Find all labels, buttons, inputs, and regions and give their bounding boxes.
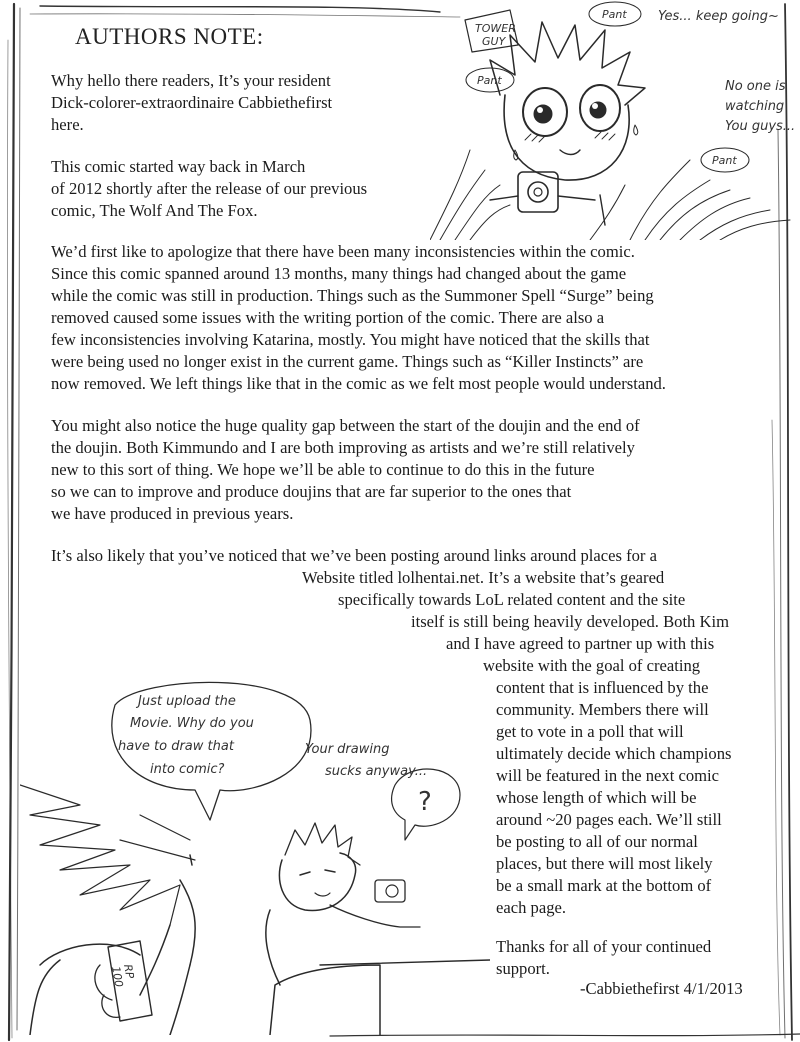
tower-sign-text: TOWER [475,22,516,35]
signature: -Cabbiethefirst 4/1/2013 [580,979,743,998]
yes-keep-going-text: Yes... keep going~ [658,9,779,24]
text-line: while the comic was still in production. Things such as the Summoner Spell “Surge” being [51,286,654,305]
no-one-watching-text: watching [725,99,785,114]
text-line: itself is still being heavily developed. Both Kim [411,612,730,631]
text-line: be a small mark at the bottom of [496,876,712,895]
book-label: RP [121,963,137,980]
speech-bubble-text: have to draw that [118,739,234,754]
book-label: 100 [109,965,126,989]
text-line: Why hello there readers, It’s your resident [51,71,331,90]
two-characters-illustration [20,665,490,1035]
text-line: each page. [496,898,567,917]
text-line: content that is influenced by the [496,678,709,697]
text-line: This comic started way back in March [51,157,306,176]
text-line: here. [51,115,84,134]
text-line: places, but there will most likely [496,854,713,873]
drawing-sucks-text: sucks anyway... [325,764,428,779]
text-line: and I have agreed to partner up with this [446,634,715,653]
text-line: be posting to all of our normal [496,832,698,851]
text-line: Dick-colorer-extraordinaire Cabbiethefirst [51,93,333,112]
question-mark: ? [418,787,432,817]
text-line: were being used no longer exist in the current game. Things such as “Killer Instincts” are [51,352,644,371]
text-line: removed caused some issues with the writing portion of the comic. There are also a [51,308,605,327]
speech-bubble-text: into comic? [150,762,225,777]
text-line: You might also notice the huge quality gap between the start of the doujin and the end of [51,416,640,435]
speech-bubble-text: Movie. Why do you [130,716,254,731]
pant-text: Pant [712,154,737,167]
text-line: website with the goal of creating [483,656,701,675]
text-line: Since this comic spanned around 13 months, many things had changed about the game [51,264,627,283]
no-one-watching-text: You guys... [725,119,796,134]
text-line: now removed. We left things like that in the comic as we felt most people would understand. [51,374,666,393]
text-line: the doujin. Both Kimmundo and I are both improving as artists and we’re still relatively [51,438,635,457]
page-title: AUTHORS NOTE: [75,24,264,49]
text-line: Thanks for all of your continued [496,937,712,956]
text-line: comic, The Wolf And The Fox. [51,201,258,220]
text-line: get to vote in a poll that will [496,722,684,741]
text-line: It’s also likely that you’ve noticed that we’ve been posting around links around places for a [51,546,657,565]
text-line: support. [496,959,550,978]
text-line: Website titled lolhentai.net. It’s a website that’s geared [302,568,665,587]
text-line: so we can to improve and produce doujins that are far superior to the ones that [51,482,572,501]
text-line: specifically towards LoL related content and the site [338,590,686,609]
pant-text: Pant [477,74,502,87]
tower-sign-text: GUY [482,35,506,48]
text-line: around ~20 pages each. We’ll still [496,810,722,829]
no-one-watching-text: No one is [725,79,786,94]
text-line: whose length of which will be [496,788,697,807]
text-line: we have produced in previous years. [51,504,294,523]
speech-bubble-text: Just upload the [138,694,236,709]
text-line: We’d first like to apologize that there have been many inconsistencies within the comic. [51,242,635,261]
text-line: of 2012 shortly after the release of our previous [51,179,368,198]
text-line: will be featured in the next comic [496,766,720,785]
drawing-sucks-text: Your drawing [305,742,390,757]
pant-text: Pant [602,8,627,21]
text-line: new to this sort of thing. We hope we’ll be able to continue to do this in the future [51,460,595,479]
peeking-character-illustration [430,0,800,240]
text-line: few inconsistencies involving Katarina, mostly. You might have noticed that the skills that [51,330,650,349]
text-line: ultimately decide which champions [496,744,732,763]
text-line: community. Members there will [496,700,709,719]
